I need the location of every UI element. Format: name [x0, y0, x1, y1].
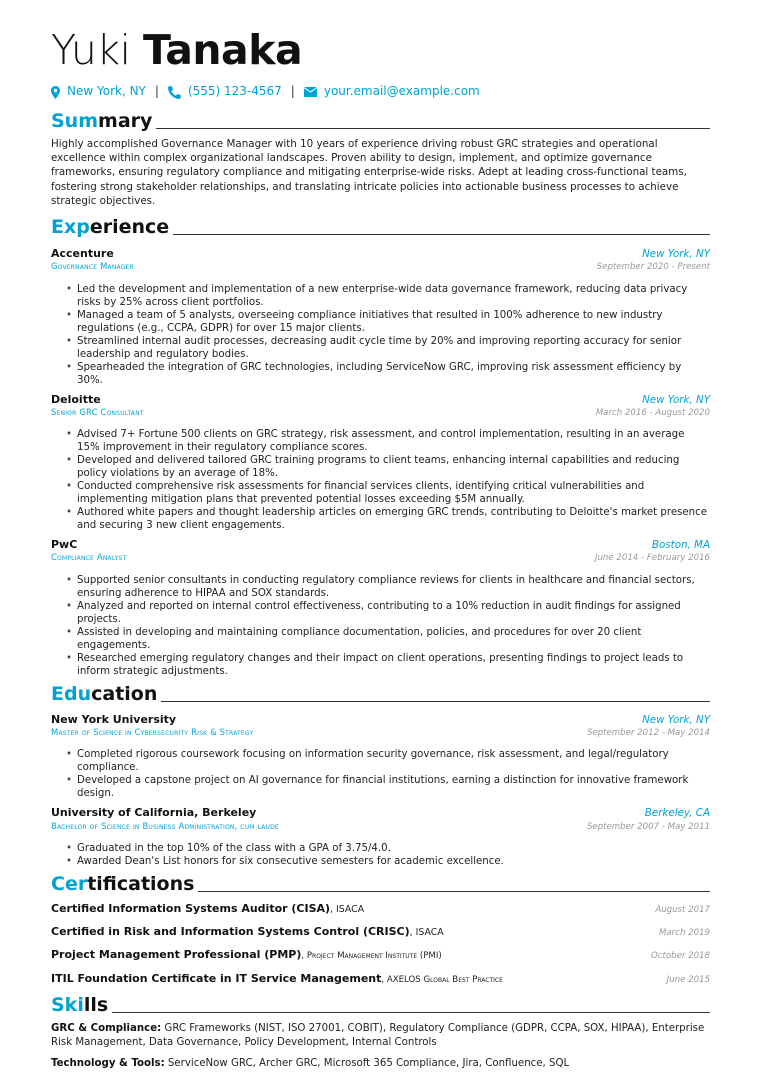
experience-header [51, 216, 710, 238]
list-item: • Authored white papers and thought leadership articles on emerging GRC trends, contributing to Deloitte's market presence and securing 3 new client engagements. [66, 506, 710, 532]
candidate-name [51, 26, 710, 74]
section-title-skills: Skills [51, 993, 109, 1016]
list-item: • Managed a team of 5 analysts, overseeing compliance initiatives that resulted in 100% adherence to new industry regulations (e.g., CCPA, GDPR) for over 15 major clients. [66, 309, 710, 335]
list-item: • Supported senior consultants in conducting regulatory compliance reviews for clients in healthcare and financial sectors, ensuring adherence to HIPAA and SOX standards. [66, 574, 710, 600]
degree-title: Bachelor of Science in Business Administration, cum laude [51, 820, 279, 831]
experience-entry [51, 247, 710, 387]
certification-issuer: ISACA [415, 927, 444, 939]
certification-name: Certified Information Systems Auditor (CISA) [51, 901, 331, 915]
phone-item[interactable] [168, 84, 282, 100]
certification-date: October 2018 [651, 951, 710, 962]
envelope-icon [304, 87, 317, 97]
list-item: • Graduated in the top 10% of the class with a GPA of 3.75/4.0. [66, 842, 710, 855]
list-item: • Conducted comprehensive risk assessments for financial services clients, identifying critical vulnerabilities and implementing mitigation plans that prevented potential losses exceeding $5M annually. [66, 480, 710, 506]
bullet-list [51, 283, 710, 387]
certification-name: ITIL Foundation Certificate in IT Service Management [51, 971, 382, 985]
certifications-header [51, 873, 710, 895]
skill-values: GRC Frameworks (NIST, ISO 27001, COBIT), Regulatory Compliance (GDPR, CCPA, SOX, HIPAA), Enterprise Risk Management, Data Governance, Policy Development, Internal Controls [51, 1022, 705, 1048]
skill-values: ServiceNow GRC, Archer GRC, Microsoft 365 Compliance, Jira, Confluence, SQL [164, 1057, 570, 1069]
job-location: New York, NY [642, 393, 710, 406]
contact-bar [51, 84, 710, 100]
job-location: New York, NY [642, 248, 710, 261]
job-title: Compliance Analyst [51, 552, 127, 563]
bullet-list [51, 842, 710, 868]
section-divider [161, 701, 710, 702]
experience-entry [51, 393, 710, 533]
certification-date: March 2019 [659, 928, 710, 939]
location-text: New York, NY [67, 84, 146, 99]
summary-header [51, 110, 710, 132]
contact-separator: | [290, 84, 295, 99]
school-location: Berkeley, CA [644, 807, 710, 820]
contact-separator: | [154, 84, 159, 99]
list-item: • Developed a capstone project on AI governance for financial institutions, earning a distinction for innovative framework design. [66, 774, 710, 800]
section-divider [112, 1012, 710, 1013]
certification-item: Project Management Professional (PMP), Project Management Institute (PMI) October 2018 [51, 948, 710, 962]
skill-group [51, 1057, 710, 1071]
phone-icon [168, 86, 181, 99]
certification-date: August 2017 [655, 904, 710, 915]
job-location: Boston, MA [651, 539, 710, 552]
skill-group [51, 1022, 710, 1050]
location-item [51, 84, 146, 100]
school-name: University of California, Berkeley [51, 806, 257, 820]
certification-name: Project Management Professional (PMP) [51, 948, 302, 962]
section-divider [156, 128, 710, 129]
list-item: • Assisted in developing and maintaining compliance documentation, policies, and procedures for over 20 client engagements. [66, 626, 710, 652]
employer-name: Deloitte [51, 392, 101, 406]
education-entry [51, 806, 710, 868]
experience-entry [51, 538, 710, 678]
certification-issuer: AXELOS Global Best Practice [386, 974, 503, 985]
school-name: New York University [51, 712, 177, 726]
employer-name: PwC [51, 538, 78, 552]
bullet-list [51, 428, 710, 532]
school-location: New York, NY [642, 713, 710, 726]
list-item: • Awarded Dean's List honors for six consecutive semesters for academic excellence. [66, 855, 710, 868]
email-item[interactable] [304, 84, 480, 100]
job-title: Governance Manager [51, 261, 134, 272]
list-item: • Developed and delivered tailored GRC training programs to client teams, enhancing internal capabilities and reducing policy violations by an average of 18%. [66, 454, 710, 480]
list-item: • Spearheaded the integration of GRC technologies, including ServiceNow GRC, improving risk assessment efficiency by 30%. [66, 361, 710, 387]
certification-item: Certified Information Systems Auditor (CISA), ISACA August 2017 [51, 901, 710, 915]
section-title-experience: Experience [51, 216, 170, 239]
list-item: • Advised 7+ Fortune 500 clients on GRC strategy, risk assessment, and control implementation, resulting in an average 15% improvement in their regulatory compliance scores. [66, 428, 710, 454]
section-title-education: Education [51, 682, 158, 705]
phone-text: (555) 123-4567 [187, 84, 282, 99]
list-item: • Completed rigorous coursework focusing on information security governance, risk assessment, and legal/regulatory compliance. [66, 748, 710, 774]
list-item: • Streamlined internal audit processes, decreasing audit cycle time by 20% and improving reporting accuracy for senior leadership and regulatory bodies. [66, 335, 710, 361]
bullet-list [51, 574, 710, 678]
education-header [51, 683, 710, 705]
employer-name: Accenture [51, 247, 114, 261]
certification-date: June 2015 [666, 974, 710, 985]
bullet-list [51, 748, 710, 800]
skill-label: Technology & Tools: [51, 1057, 165, 1069]
certification-item: ITIL Foundation Certificate in IT Service Management, AXELOS Global Best Practice June 2015 [51, 971, 710, 985]
job-title: Senior GRC Consultant [51, 406, 144, 417]
job-dates: March 2016 - August 2020 [595, 407, 710, 418]
section-title-certifications: Certifications [51, 872, 195, 895]
certification-item: Certified in Risk and Information Systems Control (CRISC), ISACA March 2019 [51, 925, 710, 939]
job-dates: June 2014 - February 2016 [594, 553, 710, 564]
section-divider [198, 891, 710, 892]
section-title-summary: Summary [51, 110, 153, 132]
certification-issuer: Project Management Institute (PMI) [306, 951, 442, 962]
list-item: • Analyzed and reported on internal control effectiveness, contributing to a 10% reduction in audit findings for assigned projects. [66, 600, 710, 626]
summary-text: Highly accomplished Governance Manager with 10 years of experience driving robust GRC strategies and operational excellence within complex organizational landscapes. Proven ability to design, implement, and optimize governance frameworks, ensuring regulatory compliance and mitigating enterprise-wide risks. Adept at leading cross-functional teams, fostering strong stakeholder relationships, and translating intricate policies into actionable business processes to achieve strategic objectives. [51, 138, 687, 207]
list-item: • Led the development and implementation of a new enterprise-wide data governance framework, reducing data privacy risks by 25% across client portfolios. [66, 283, 710, 309]
skills-header [51, 994, 710, 1016]
first-name: Yuki [51, 26, 131, 74]
education-entry [51, 713, 710, 801]
degree-title: Master of Science in Cybersecurity Risk & Strategy [51, 727, 254, 738]
certification-name: Certified in Risk and Information Systems Control (CRISC) [51, 925, 410, 939]
last-name: Tanaka [143, 26, 303, 74]
certification-issuer: ISACA [336, 903, 365, 915]
list-item: • Researched emerging regulatory changes and their impact on client operations, presenting findings to project leads to inform strategic adjustments. [66, 652, 710, 678]
email-link: your.email@example.com [323, 84, 480, 99]
study-dates: September 2012 - May 2014 [586, 728, 710, 739]
skill-label: GRC & Compliance: [51, 1022, 162, 1034]
job-dates: September 2020 - Present [596, 262, 710, 273]
section-divider [173, 234, 710, 235]
map-pin-icon [51, 86, 60, 99]
study-dates: September 2007 - May 2011 [586, 821, 710, 832]
